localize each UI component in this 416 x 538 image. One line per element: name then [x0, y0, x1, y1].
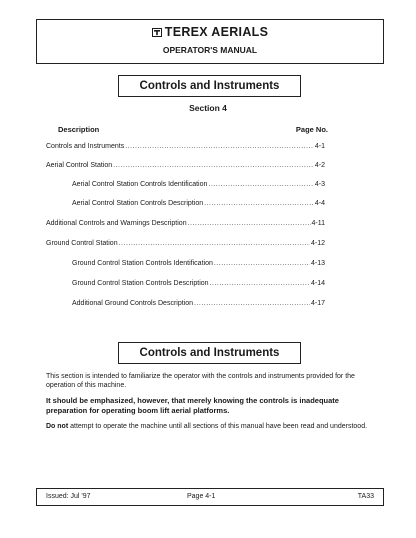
intro-paragraph: This section is intended to familiarize the operator with the controls and instruments provided for the operation of this machine. [46, 373, 355, 389]
footer-code: TA33 [357, 493, 374, 500]
manual-header [36, 19, 384, 64]
toc-dot-leader [125, 143, 314, 150]
toc-entry-page: 4-3 [314, 181, 325, 188]
toc-entry-title: Ground Control Station Controls Description [72, 280, 209, 287]
toc-entry-page: 4-1 [314, 143, 325, 150]
toc-dot-leader [188, 220, 311, 227]
page-footer [36, 488, 384, 506]
toc-description-header: Description [58, 125, 100, 134]
toc-entry-title: Aerial Control Station Controls Identification [72, 181, 208, 188]
toc-dot-leader [210, 280, 310, 287]
toc-entry [72, 260, 325, 267]
toc-entry-page: 4-11 [311, 220, 325, 227]
toc-dot-leader [204, 200, 314, 207]
toc-page-header: Page No. [295, 125, 328, 134]
toc-dot-leader [113, 162, 314, 169]
note-paragraph [46, 422, 376, 431]
section-label: Section 4 [189, 103, 227, 113]
toc-entry-page: 4-2 [314, 162, 325, 169]
note-text: attempt to operate the machine until all sections of this manual have been read and understood. [68, 423, 368, 430]
toc-entry-page: 4-17 [310, 300, 325, 307]
toc-dot-leader [194, 300, 310, 307]
footer-page-number: Page 4-1 [187, 493, 216, 500]
toc-entry [46, 220, 325, 227]
toc-entry-title: Ground Control Station Controls Identification [72, 260, 213, 267]
toc-entry-title: Aerial Control Station Controls Description [72, 200, 204, 207]
toc-entry [72, 200, 325, 207]
section-title: Controls and Instruments [118, 342, 301, 364]
toc-entry-page: 4-14 [310, 280, 325, 287]
toc-dot-leader [119, 240, 310, 247]
toc-entry [46, 162, 325, 169]
terex-logo-icon [152, 28, 162, 37]
page-title: Controls and Instruments [118, 75, 301, 97]
manual-subtitle: OPERATOR'S MANUAL [162, 45, 258, 55]
toc-entry-page: 4-4 [314, 200, 325, 207]
toc-dot-leader [208, 181, 313, 188]
toc-entry-title: Ground Control Station [46, 240, 118, 247]
toc-dot-leader [214, 260, 310, 267]
toc-entry [46, 143, 325, 150]
toc-entry-title: Additional Ground Controls Description [72, 300, 194, 307]
footer-issued: Issued: Jul '97 [46, 493, 91, 500]
warning-paragraph: It should be emphasized, however, that merely knowing the controls is inadequate preparation for operating boom lift aerial platforms. [46, 396, 339, 415]
toc-entry [72, 181, 325, 188]
toc-entry [46, 240, 325, 247]
toc-entry-title: Additional Controls and Warnings Description [46, 220, 187, 227]
brand-title [37, 25, 383, 39]
toc-entry-page: 4-12 [310, 240, 325, 247]
toc-entry [72, 300, 325, 307]
toc-entry-page: 4-13 [310, 260, 325, 267]
toc-entry [72, 280, 325, 287]
brand-name: TEREX AERIALS [164, 25, 269, 39]
toc-entry-title: Controls and Instruments [46, 143, 125, 150]
toc-entry-title: Aerial Control Station [46, 162, 113, 169]
note-emphasis: Do not [46, 423, 69, 430]
